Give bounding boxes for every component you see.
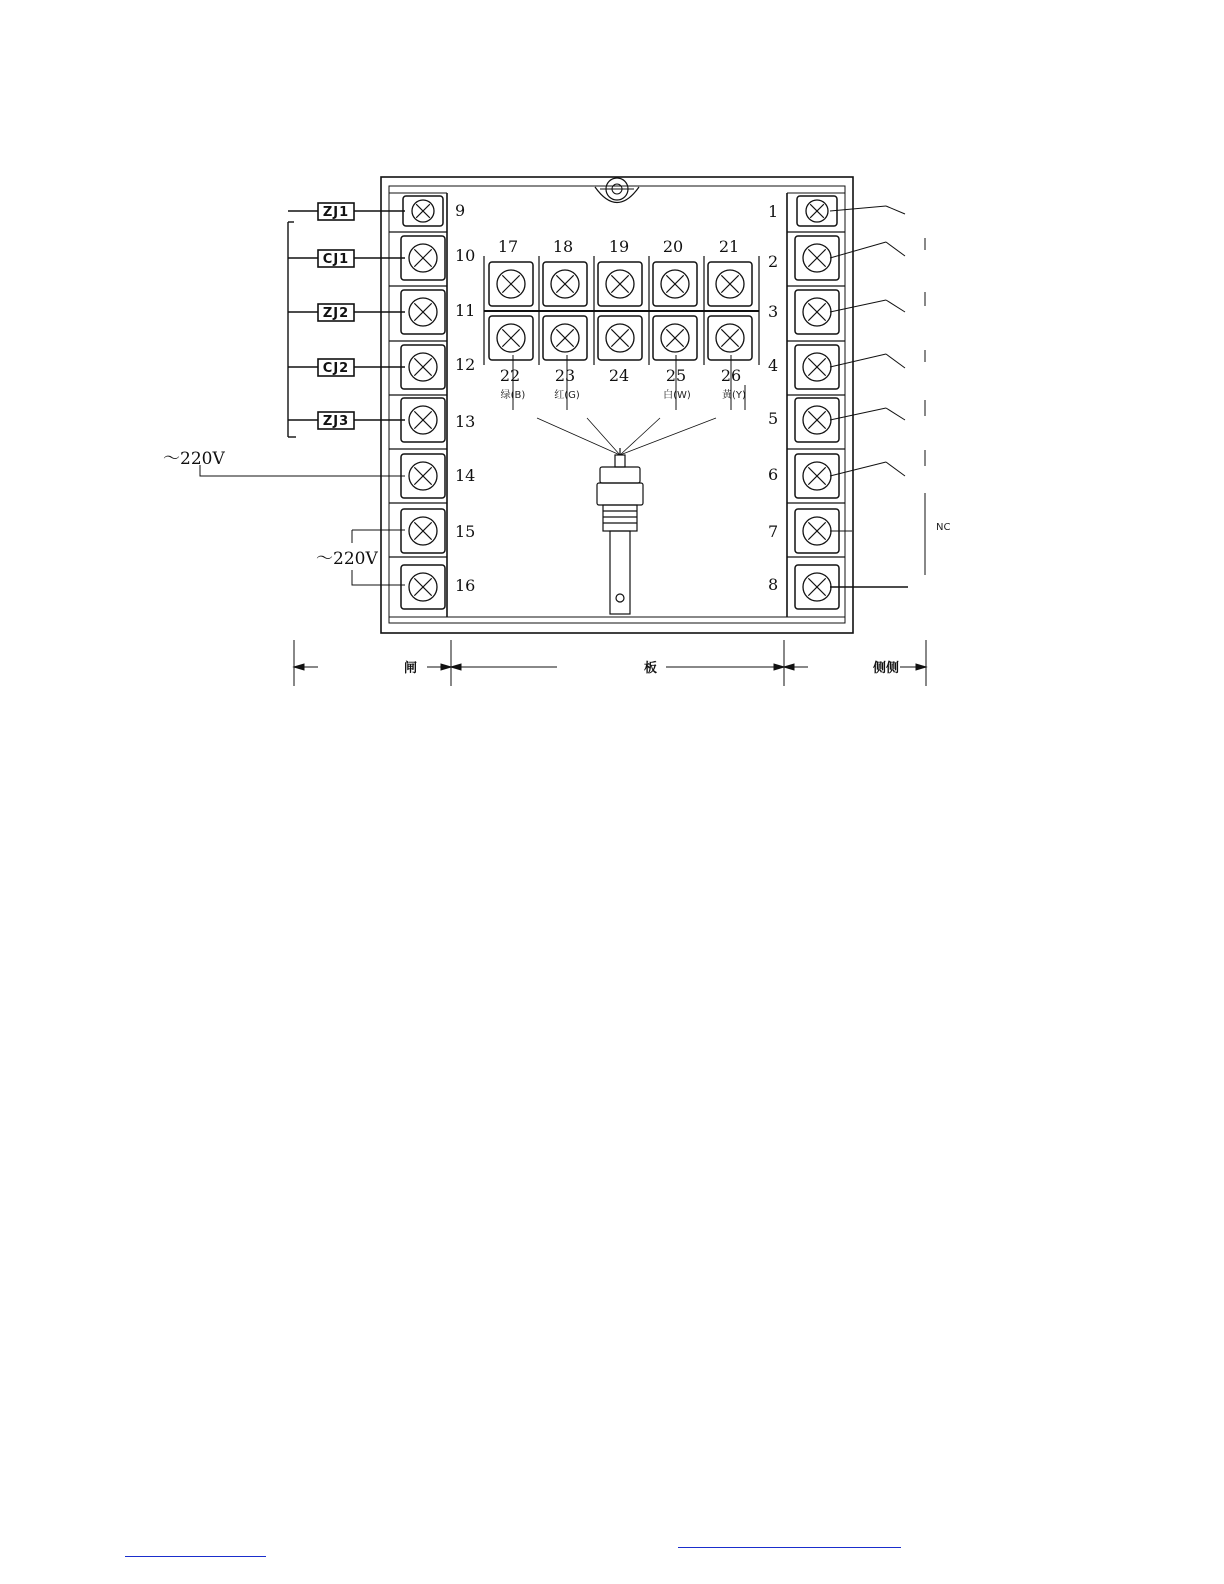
nc-label: NC (936, 522, 951, 533)
left-terminal-numbers (455, 201, 475, 595)
wire-color-label-25: 白(W) (663, 390, 691, 401)
terminal-screw-21 (708, 262, 752, 306)
wire-color-label-26: 黄(Y) (722, 390, 746, 401)
bottom-row-numbers (500, 366, 741, 385)
terminal-screw-14 (401, 454, 445, 498)
terminal-screw-26 (708, 316, 752, 360)
terminal-number-11: 11 (455, 301, 476, 320)
top-row-numbers (498, 237, 739, 256)
terminal-number-12: 12 (455, 355, 476, 374)
dimension-line (294, 640, 926, 686)
terminal-number-14: 14 (455, 466, 476, 485)
terminal-number-3: 3 (768, 302, 779, 321)
terminal-screw-25 (653, 316, 697, 360)
terminal-number-9: 9 (455, 201, 466, 220)
wire-color-labels (501, 388, 746, 401)
terminal-number-5: 5 (768, 409, 779, 428)
terminal-number-8: 8 (768, 575, 779, 594)
terminal-number-17: 17 (497, 237, 519, 256)
right-terminal-numbers (768, 202, 778, 594)
terminal-screw-18 (543, 262, 587, 306)
footer-link-left[interactable] (125, 1556, 266, 1557)
terminal-screw-16 (401, 565, 445, 609)
terminal-number-23: 23 (554, 366, 576, 385)
terminal-number-4: 4 (768, 356, 779, 375)
relay-label-zj2: ZJ2 (322, 306, 350, 321)
relay-group (318, 203, 354, 429)
sensor-probe (597, 448, 643, 614)
terminal-number-15: 15 (455, 522, 476, 541)
terminal-screw-20 (653, 262, 697, 306)
terminal-screw-6 (795, 454, 839, 498)
terminal-number-26: 26 (720, 366, 742, 385)
terminal-screw-22 (489, 316, 533, 360)
terminal-screw-24 (598, 316, 642, 360)
terminal-number-18: 18 (552, 237, 574, 256)
terminal-number-21: 21 (718, 237, 740, 256)
terminal-number-6: 6 (768, 465, 779, 484)
voltage-label-1: ～220V (163, 449, 225, 469)
terminal-screw-4 (795, 345, 839, 389)
relay-label-cj1: CJ1 (322, 252, 350, 267)
terminal-screw-9 (403, 196, 443, 226)
terminal-screw-19 (598, 262, 642, 306)
voltage-label-2: ～220V (316, 549, 378, 569)
terminal-number-2: 2 (768, 252, 779, 271)
relay-label-cj2: CJ2 (322, 361, 350, 376)
terminal-number-19: 19 (608, 237, 630, 256)
terminal-number-20: 20 (662, 237, 684, 256)
dimension-label-center: 板 (644, 661, 658, 676)
relay-label-zj1: ZJ1 (322, 205, 350, 220)
terminal-screw-10 (401, 236, 445, 280)
terminal-number-10: 10 (455, 246, 476, 265)
terminal-number-22: 22 (499, 366, 521, 385)
dimension-label-right: 侧侧 (873, 661, 900, 676)
footer-link-right[interactable] (678, 1547, 901, 1548)
terminal-screw-2 (795, 236, 839, 280)
terminal-screw-12 (401, 345, 445, 389)
wire-color-label-22: 绿(B) (500, 390, 526, 401)
terminal-screw-5 (795, 398, 839, 442)
terminal-number-7: 7 (768, 522, 779, 541)
right-switch-contacts (830, 206, 925, 587)
terminal-number-25: 25 (665, 366, 687, 385)
relay-wiring (288, 211, 405, 437)
probe-lead-wires (537, 418, 716, 455)
terminal-number-1: 1 (768, 202, 779, 221)
dimension-label-left: 闸 (404, 661, 418, 676)
terminal-screw-17 (489, 262, 533, 306)
relay-label-zj3: ZJ3 (322, 414, 350, 429)
terminal-number-16: 16 (455, 576, 476, 595)
terminal-screw-15 (401, 509, 445, 553)
terminal-number-24: 24 (608, 366, 630, 385)
mounting-hole (595, 178, 639, 203)
terminal-screw-23 (543, 316, 587, 360)
terminal-screw-3 (795, 290, 839, 334)
terminal-screw-13 (401, 398, 445, 442)
terminal-number-13: 13 (455, 412, 476, 431)
wire-color-label-23: 红(G) (554, 390, 580, 401)
terminal-screw-11 (401, 290, 445, 334)
